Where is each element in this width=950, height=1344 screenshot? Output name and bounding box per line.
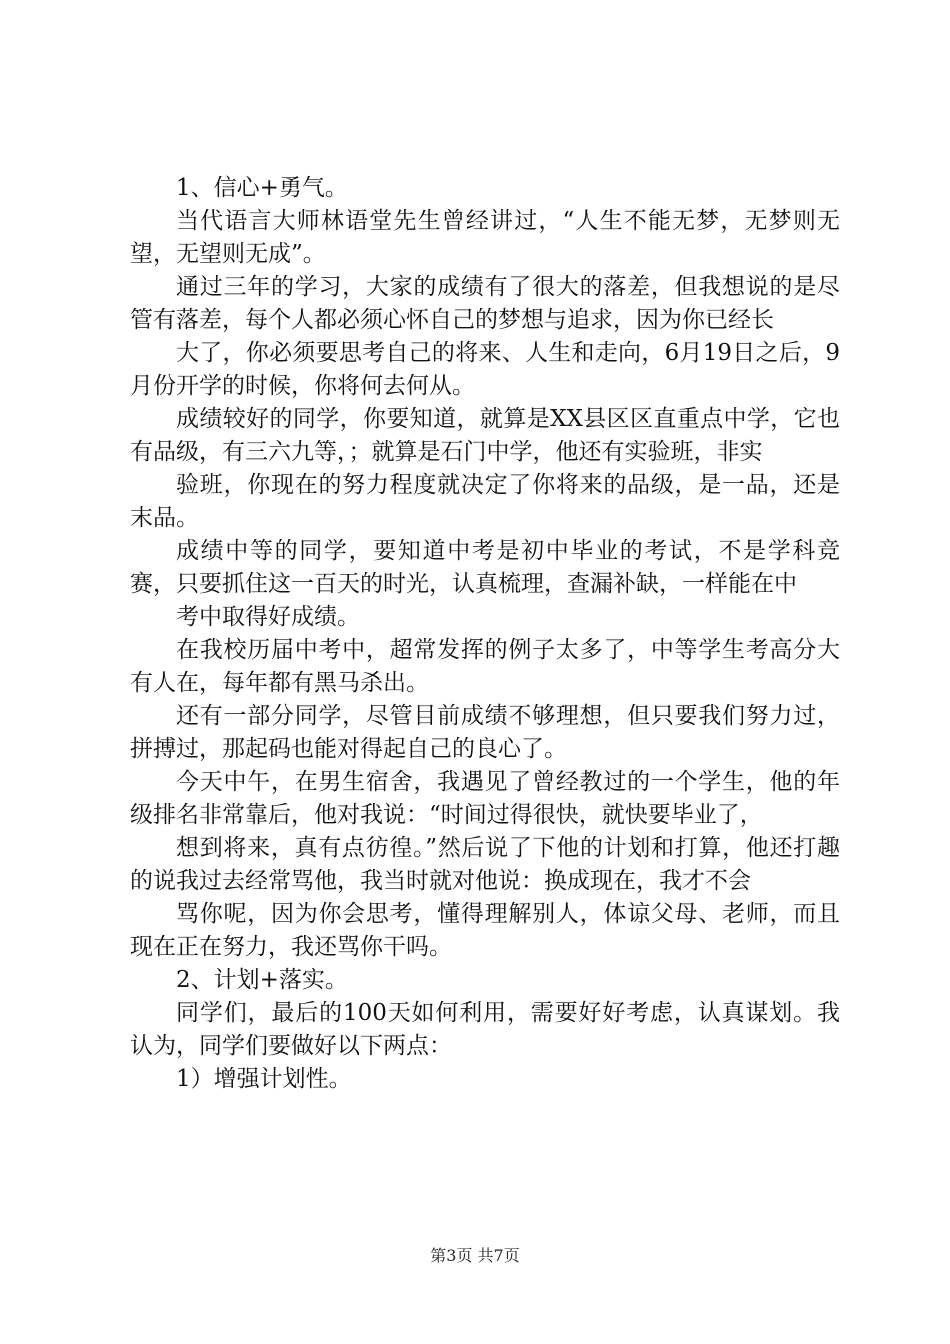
paragraph: 成绩中等的同学，要知道中考是初中毕业的考试，不是学科竞赛，只要抓住这一百天的时光，认真梳理，查漏补缺，一样能在中	[130, 538, 840, 597]
paragraph: 当代语言大师林语堂先生曾经讲过，“人生不能无梦，无梦则无望，无望则无成”。	[130, 208, 840, 267]
paragraph-heading-confidence: 1、信心+勇气。	[176, 175, 348, 201]
paragraph-heading-plan: 2、计划+落实。	[176, 967, 348, 993]
paragraph: 成绩较好的同学，你要知道，就算是XX县区区直重点中学，它也有品级，有三六九等，；就算是石门中学，他还有实验班，非实	[130, 406, 840, 465]
paragraph: 骂你呢，因为你会思考，懂得理解别人，体谅父母、老师，而且现在正在努力，我还骂你干吗。	[130, 901, 840, 960]
paragraph: 验班，你现在的努力程度就决定了你将来的品级，是一品，还是末品。	[130, 472, 840, 531]
paragraph: 还有一部分同学，尽管目前成绩不够理想，但只要我们努力过，拼搏过，那起码也能对得起自己的良心了。	[130, 703, 840, 762]
paragraph: 通过三年的学习，大家的成绩有了很大的落差，但我想说的是尽管有落差，每个人都必须心怀自己的梦想与追求，因为你已经长	[130, 274, 840, 333]
paragraph: 在我校历届中考中，超常发挥的例子太多了，中等学生考高分大有人在，每年都有黑马杀出。	[130, 637, 840, 696]
paragraph: 想到将来，真有点彷徨。”然后说了下他的计划和打算，他还打趣的说我过去经常骂他，我当时就对他说：换成现在，我才不会	[130, 835, 840, 894]
paragraph: 大了，你必须要思考自己的将来、人生和走向，6月19日之后，9月份开学的时候，你将何去何从。	[130, 340, 840, 399]
document-body	[130, 172, 840, 1096]
paragraph: 同学们，最后的100天如何利用，需要好好考虑，认真谋划。我认为，同学们要做好以下两点：	[130, 1000, 840, 1059]
paragraph: 今天中午，在男生宿舍，我遇见了曾经教过的一个学生，他的年级排名非常靠后，他对我说：“时间过得很快，就快要毕业了，	[130, 769, 840, 828]
paragraph: 考中取得好成绩。	[176, 604, 360, 630]
page-number-footer: 第3页 共7页	[430, 1246, 520, 1265]
paragraph-subheading: 1）增强计划性。	[176, 1066, 352, 1092]
